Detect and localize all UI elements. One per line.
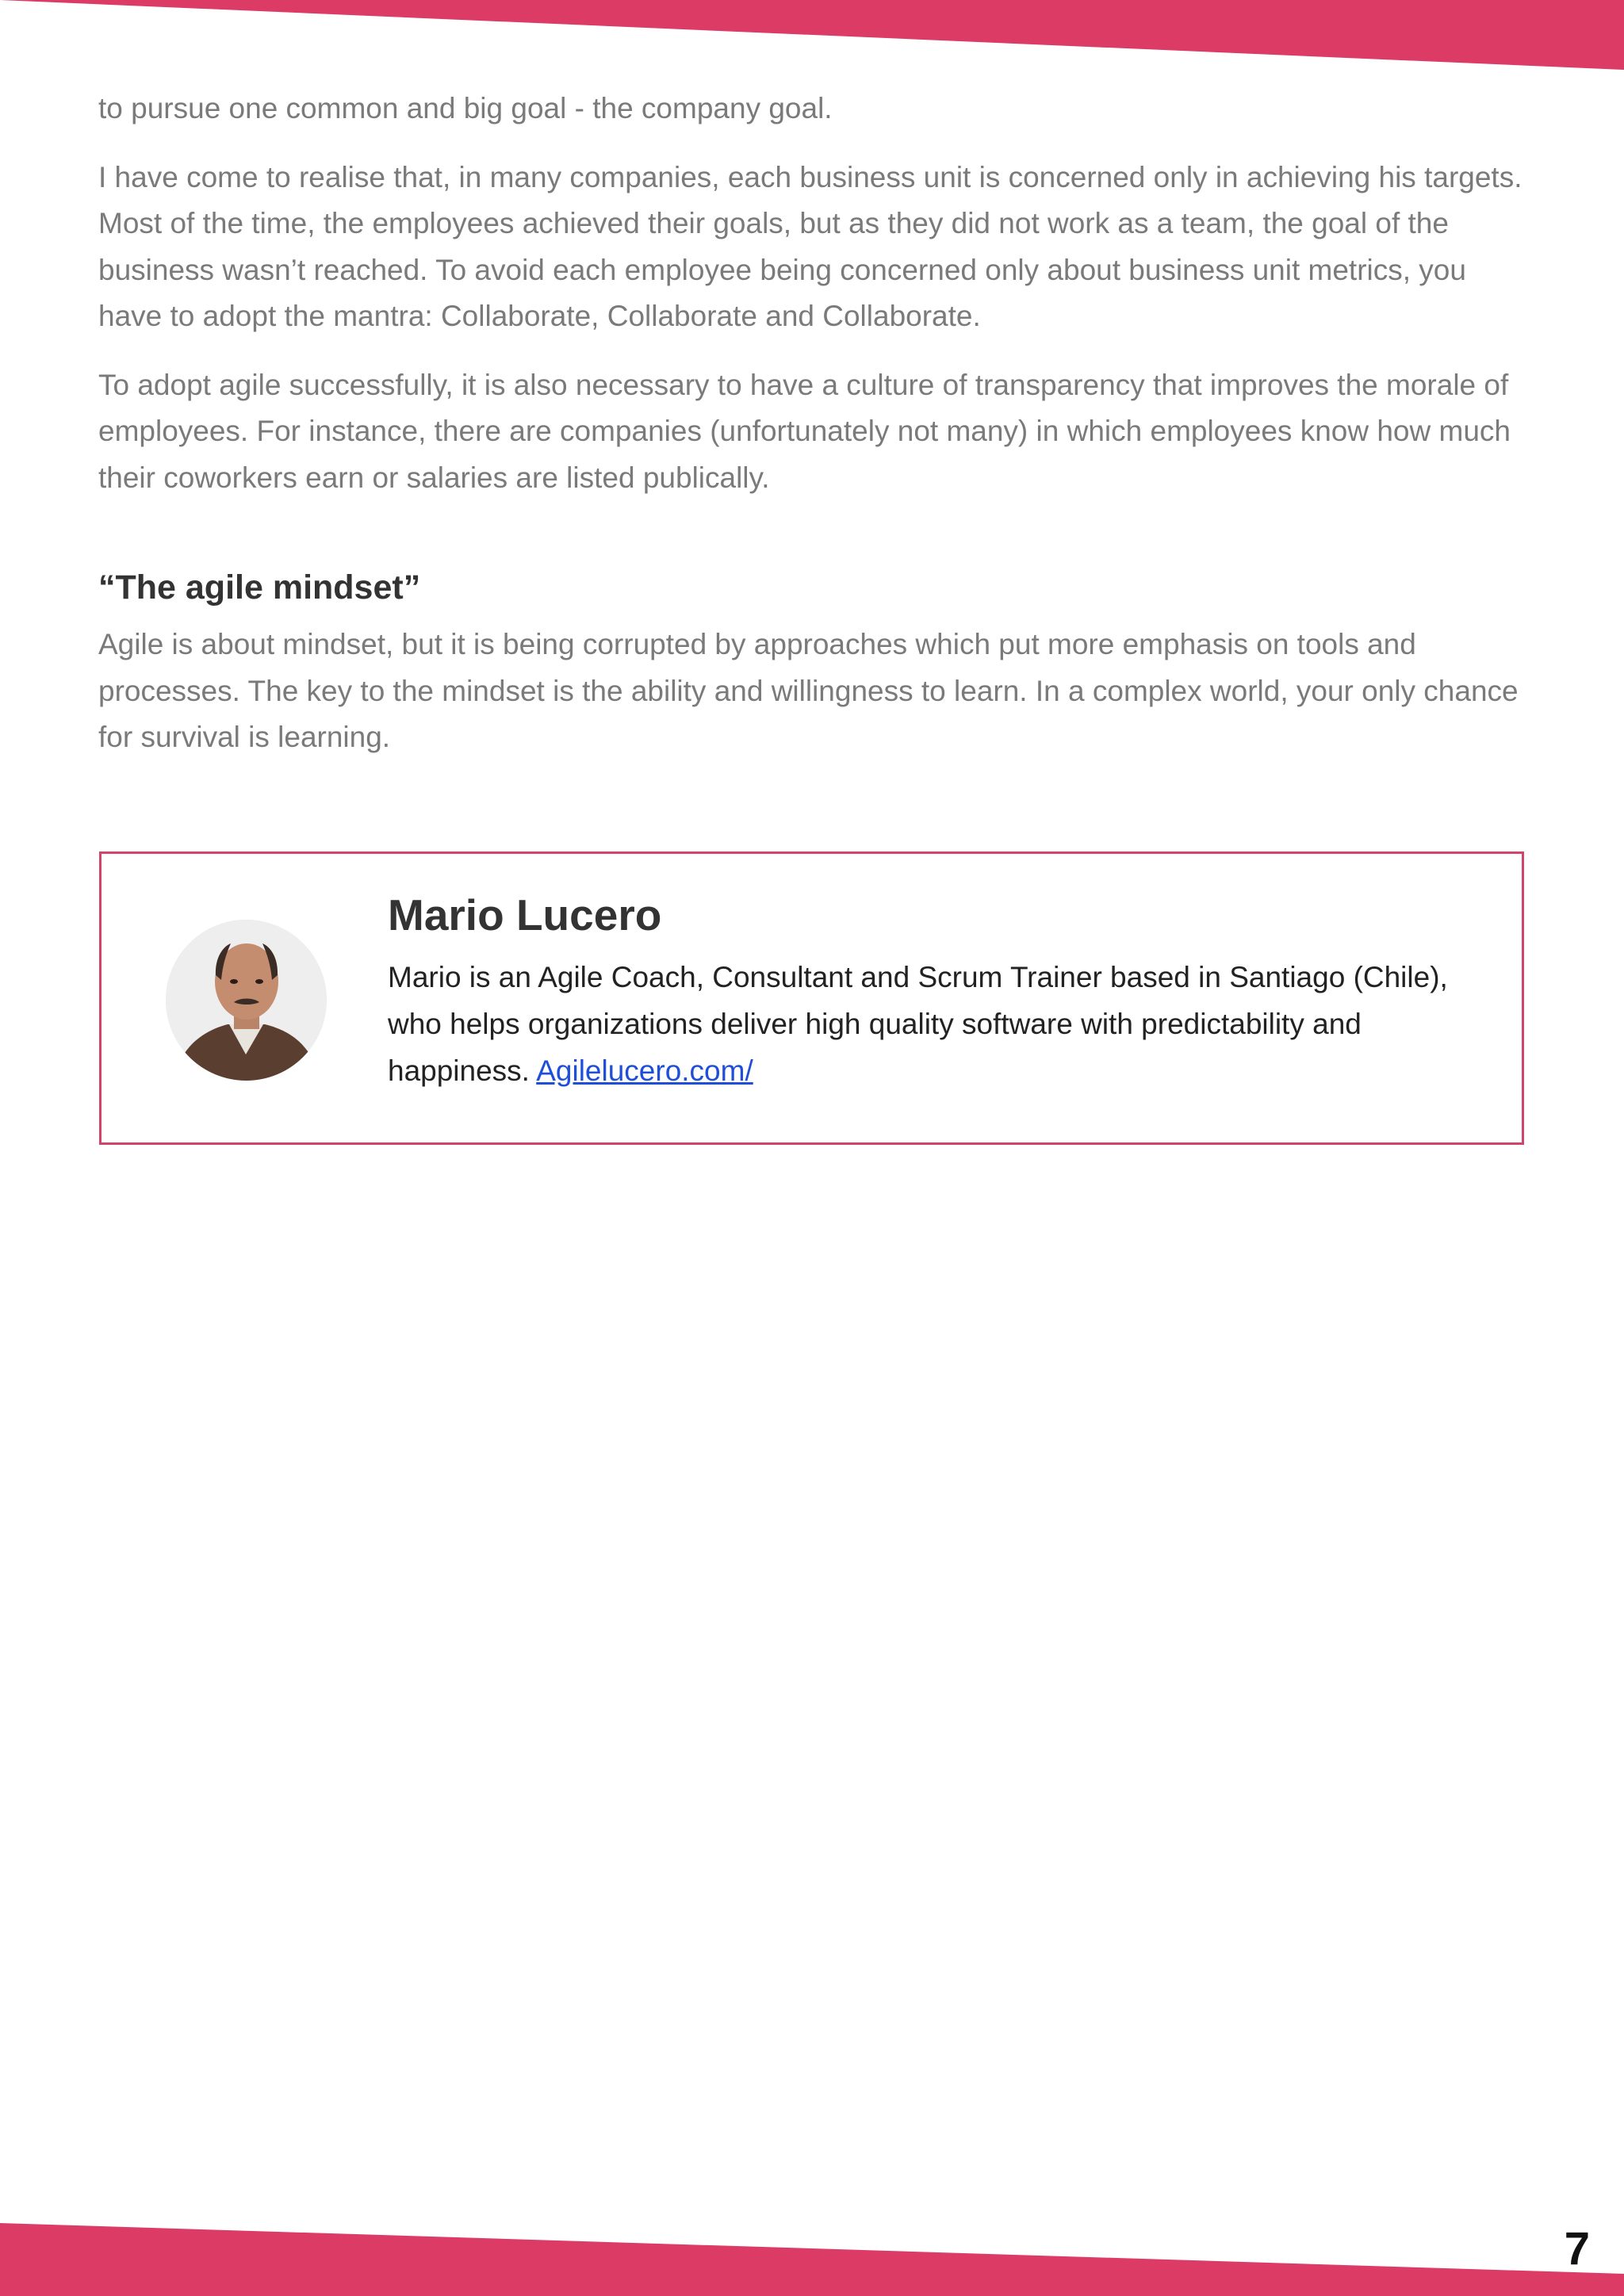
author-photo-icon bbox=[166, 920, 327, 1081]
page-number: 7 bbox=[1564, 2223, 1590, 2275]
top-accent-band bbox=[0, 0, 1624, 71]
paragraph: To adopt agile successfully, it is also necessary to have a culture of transparency that improves the morale of employees. For instance, there are companies (unfortunately not many) in which employees know how much their coworkers earn or salaries are listed publically. bbox=[98, 368, 1511, 494]
author-avatar bbox=[166, 920, 327, 1081]
section-paragraph: Agile is about mindset, but it is being corrupted by approaches which put more emphasis on tools and processes. The key to the mindset is the ability and willingness to learn. In a complex world, your only chance for survival is learning. bbox=[98, 628, 1519, 753]
author-bio-text: Mario is an Agile Coach, Consultant and Scrum Trainer based in Santiago (Chile), who helps organizations deliver high quality software with predictability and happiness. bbox=[388, 961, 1448, 1087]
author-description bbox=[388, 954, 1498, 1094]
author-bio-box bbox=[99, 851, 1524, 1145]
author-bio bbox=[388, 887, 1498, 1094]
paragraph: I have come to realise that, in many companies, each business unit is concerned only in achieving his targets. Most of the time, the employees achieved their goals, but as they did not work as a team, the goal of the business wasn’t reached. To avoid each employee being concerned only about business unit metrics, you have to adopt the mantra: Collaborate, Collaborate and Collaborate. bbox=[98, 160, 1522, 332]
article-body bbox=[98, 86, 1534, 783]
section-heading: “The agile mindset” bbox=[98, 568, 421, 607]
author-name: Mario Lucero bbox=[388, 890, 662, 939]
paragraph: to pursue one common and big goal - the company goal. bbox=[98, 92, 833, 124]
bottom-accent-band bbox=[0, 2223, 1624, 2296]
author-website-link[interactable]: Agilelucero.com/ bbox=[536, 1054, 753, 1087]
